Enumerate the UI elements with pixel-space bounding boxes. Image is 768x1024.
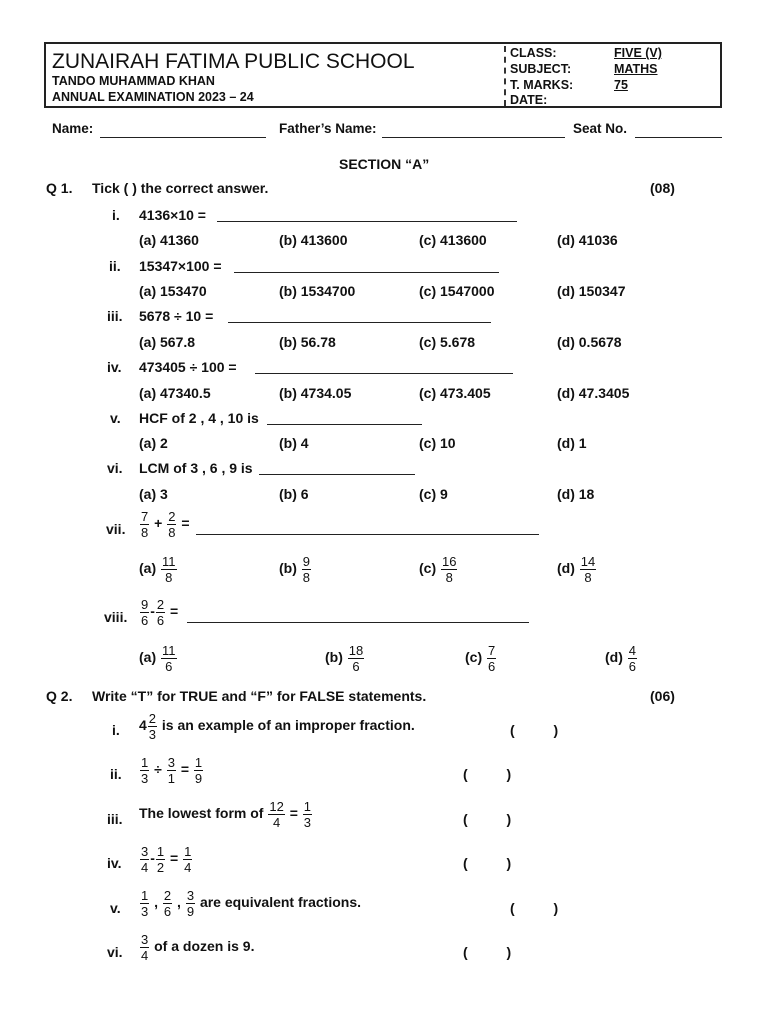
answer-line — [196, 534, 539, 535]
q2-item-number: iii. — [107, 811, 123, 827]
fraction: $\frac{9}{6}$ — [141, 597, 149, 628]
option-d[interactable]: (d) $\frac{4}{6}$ — [605, 643, 637, 674]
seat-no-label: Seat No. — [573, 121, 628, 136]
answer-line — [228, 322, 491, 323]
option-b[interactable]: (b) $\frac{9}{8}$ — [279, 554, 311, 585]
q2-number: Q 2. — [46, 688, 73, 704]
option-a[interactable]: (a) 153470 — [139, 283, 207, 299]
option-c[interactable]: (c) $\frac{7}{6}$ — [465, 643, 496, 674]
class-value: FIVE (V) — [614, 46, 662, 60]
q1-item-question: 5678 ÷ 10 = — [139, 308, 214, 324]
q1-item-question: 473405 ÷ 100 = — [139, 359, 237, 375]
option-b[interactable]: (b) 1534700 — [279, 283, 356, 299]
q1-item-question: $\frac{7}{8}$ + $\frac{2}{8}$ = — [141, 509, 190, 540]
answer-bracket[interactable]: ( ) — [463, 766, 512, 782]
option-c[interactable]: (c) 5.678 — [419, 334, 476, 350]
q1-item-number: vii. — [106, 521, 126, 537]
answer-bracket[interactable]: ( ) — [510, 722, 559, 738]
q1-item-question: 4136×10 = — [139, 207, 206, 223]
section-title: SECTION “A” — [339, 156, 430, 172]
option-b[interactable]: (b) 4 — [279, 435, 309, 451]
option-b[interactable]: (b) $\frac{18}{6}$ — [325, 643, 364, 674]
option-d[interactable]: (d) $\frac{14}{8}$ — [557, 554, 596, 585]
q1-instruction: Tick ( ) the correct answer. — [92, 180, 269, 196]
q1-number: Q 1. — [46, 180, 73, 196]
answer-bracket[interactable]: ( ) — [510, 900, 559, 916]
fraction: $\frac{7}{8}$ — [141, 509, 149, 540]
option-a[interactable]: (a) 3 — [139, 486, 168, 502]
option-d[interactable]: (d) 150347 — [557, 283, 626, 299]
q2-marks: (06) — [650, 688, 675, 704]
date-label: DATE: — [510, 93, 548, 107]
option-b[interactable]: (b) 6 — [279, 486, 309, 502]
option-c[interactable]: (c) $\frac{16}{8}$ — [419, 554, 457, 585]
q2-statement: $\frac{1}{3}$ , $\frac{2}{6}$ , $\frac{3}{9}$ are equivalent fractions. — [141, 888, 361, 919]
answer-line — [259, 474, 415, 475]
seat-no-field[interactable] — [635, 137, 722, 138]
header-divider — [504, 46, 506, 106]
q1-item-number: i. — [112, 207, 120, 223]
marks-label: T. MARKS: — [510, 78, 574, 92]
q1-item-number: viii. — [104, 609, 128, 625]
option-b[interactable]: (b) 413600 — [279, 232, 348, 248]
option-a[interactable]: (a) $\frac{11}{8}$ — [139, 554, 176, 585]
q1-item-question: LCM of 3 , 6 , 9 is — [139, 460, 253, 476]
option-c[interactable]: (c) 9 — [419, 486, 448, 502]
q1-item-question: 15347×100 = — [139, 258, 222, 274]
q2-item-number: v. — [110, 900, 121, 916]
q2-statement: $\frac{3}{4}$ of a dozen is 9. — [141, 932, 255, 963]
q1-item-question: $\frac{9}{6}$ - $\frac{2}{6}$ = — [141, 597, 179, 628]
option-b[interactable]: (b) 56.78 — [279, 334, 336, 350]
subject-label: SUBJECT: — [510, 62, 572, 76]
q2-item-number: ii. — [110, 766, 122, 782]
name-label: Name: — [52, 121, 94, 136]
answer-bracket[interactable]: ( ) — [463, 811, 512, 827]
answer-line — [234, 272, 499, 273]
father-name-field[interactable] — [382, 137, 565, 138]
q2-item-number: vi. — [107, 944, 123, 960]
option-c[interactable]: (c) 473.405 — [419, 385, 491, 401]
name-field[interactable] — [100, 137, 266, 138]
q2-statement: $\frac{3}{4}$ - $\frac{1}{2}$ = $\frac{1}{4}$ — [141, 844, 192, 875]
option-d[interactable]: (d) 0.5678 — [557, 334, 622, 350]
option-a[interactable]: (a) 567.8 — [139, 334, 196, 350]
q2-instruction: Write “T” for TRUE and “F” for FALSE statements. — [92, 688, 427, 704]
option-c[interactable]: (c) 1547000 — [419, 283, 495, 299]
option-a[interactable]: (a) 47340.5 — [139, 385, 211, 401]
fraction: $\frac{2}{6}$ — [156, 597, 165, 628]
option-c[interactable]: (c) 413600 — [419, 232, 487, 248]
q1-item-number: v. — [110, 410, 121, 426]
school-town: TANDO MUHAMMAD KHAN — [52, 74, 215, 88]
subject-value: MATHS — [614, 62, 658, 76]
answer-bracket[interactable]: ( ) — [463, 944, 512, 960]
answer-bracket[interactable]: ( ) — [463, 855, 512, 871]
q1-item-number: iii. — [107, 308, 123, 324]
class-label: CLASS: — [510, 46, 557, 60]
q1-marks: (08) — [650, 180, 675, 196]
option-a[interactable]: (a) $\frac{11}{6}$ — [139, 643, 176, 674]
fraction: $\frac{2}{8}$ — [168, 509, 176, 540]
q2-statement: The lowest form of $\frac{12}{4}$ = $\frac{1}{3}$ — [139, 799, 312, 830]
option-b[interactable]: (b) 4734.05 — [279, 385, 352, 401]
option-a[interactable]: (a) 2 — [139, 435, 168, 451]
option-d[interactable]: (d) 1 — [557, 435, 587, 451]
q1-item-number: vi. — [107, 460, 123, 476]
answer-line — [267, 424, 422, 425]
q1-item-number: ii. — [109, 258, 121, 274]
option-d[interactable]: (d) 41036 — [557, 232, 618, 248]
option-d[interactable]: (d) 47.3405 — [557, 385, 630, 401]
marks-value: 75 — [614, 78, 628, 92]
header-box — [44, 42, 722, 108]
q2-statement: $\frac{1}{3}$ ÷ $\frac{3}{1}$ = $\frac{1}{9}$ — [141, 755, 203, 786]
q1-item-number: iv. — [107, 359, 122, 375]
exam-title: ANNUAL EXAMINATION 2023 – 24 — [52, 90, 254, 104]
answer-line — [187, 622, 529, 623]
option-a[interactable]: (a) 41360 — [139, 232, 199, 248]
q1-item-question: HCF of 2 , 4 , 10 is — [139, 410, 259, 426]
answer-line — [217, 221, 517, 222]
q2-item-number: iv. — [107, 855, 122, 871]
q2-item-number: i. — [112, 722, 120, 738]
father-name-label: Father’s Name: — [279, 121, 377, 136]
option-c[interactable]: (c) 10 — [419, 435, 456, 451]
answer-line — [255, 373, 513, 374]
q2-statement: 4 $\frac{2}{3}$ is an example of an improper fraction. — [139, 711, 415, 742]
option-d[interactable]: (d) 18 — [557, 486, 595, 502]
school-name: ZUNAIRAH FATIMA PUBLIC SCHOOL — [52, 50, 415, 73]
